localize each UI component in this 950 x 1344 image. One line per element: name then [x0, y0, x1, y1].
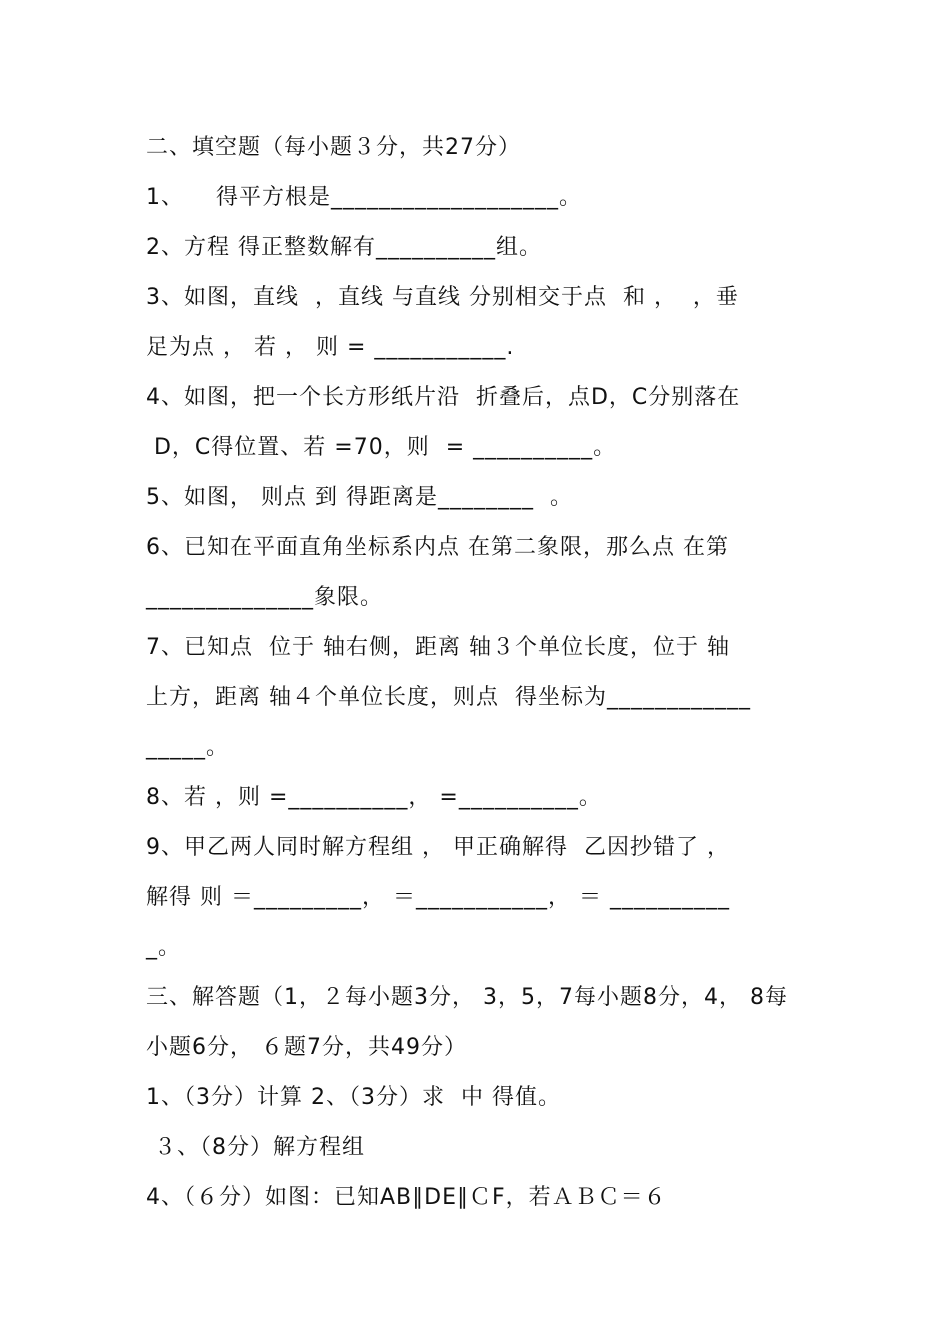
question-6-line-1: 6、已知在平面直角坐标系内点 在第二象限，那么点 在第 [146, 535, 729, 560]
question-3-line-1: 3、如图，直线 ，直线 与直线 分别相交于点 和 ， ，垂 [146, 285, 739, 310]
section-2-heading: 二、填空题（每小题３分，共27分） [146, 135, 521, 160]
question-4-line-1: 4、如图，把一个长方形纸片沿 折叠后，点D，C分别落在 [146, 385, 741, 410]
question-7-line-2: 上方，距离 轴４个单位长度，则点 得坐标为____________ [146, 685, 751, 710]
question-4-line-2: D，C得位置、若 =70，则 = __________。 [146, 435, 617, 460]
answer-question-3: ３、（8分）解方程组 [146, 1135, 365, 1160]
question-8: 8、若 ，则 =__________， =__________。 [146, 785, 602, 810]
question-2: 2、方程 得正整数解有__________组。 [146, 235, 542, 260]
question-7-line-3: _____。 [146, 735, 230, 760]
question-5: 5、如图， 则点 到 得距离是________ 。 [146, 485, 573, 510]
question-9-line-1: 9、甲乙两人同时解方程组 ， 甲正确解得 乙因抄错了 ， [146, 835, 730, 860]
question-1: 1、 得平方根是___________________。 [146, 185, 582, 210]
question-6-line-2: ______________象限。 [146, 585, 384, 610]
question-7-line-1: 7、已知点 位于 轴右侧，距离 轴３个单位长度，位于 轴 [146, 635, 730, 660]
answer-question-4: 4、（６分）如图：已知AB∥DE∥ＣF，若ＡＢＣ＝６ [146, 1185, 667, 1210]
question-9-line-2: 解得 则 ＝_________， ＝___________， ＝ __________ [146, 885, 730, 910]
question-3-line-2: 足为点 ， 若 ， 则 = ___________. [146, 335, 515, 360]
question-9-line-3: _。 [146, 935, 182, 960]
section-3-heading-line-2: 小题6分， ６题7分，共49分） [146, 1035, 467, 1060]
section-3-heading-line-1: 三、解答题（1，２每小题3分， 3，5，7每小题8分，4， 8每 [146, 985, 788, 1010]
answer-question-1-2: 1、（3分）计算 2、（3分）求 中 得值。 [146, 1085, 561, 1110]
